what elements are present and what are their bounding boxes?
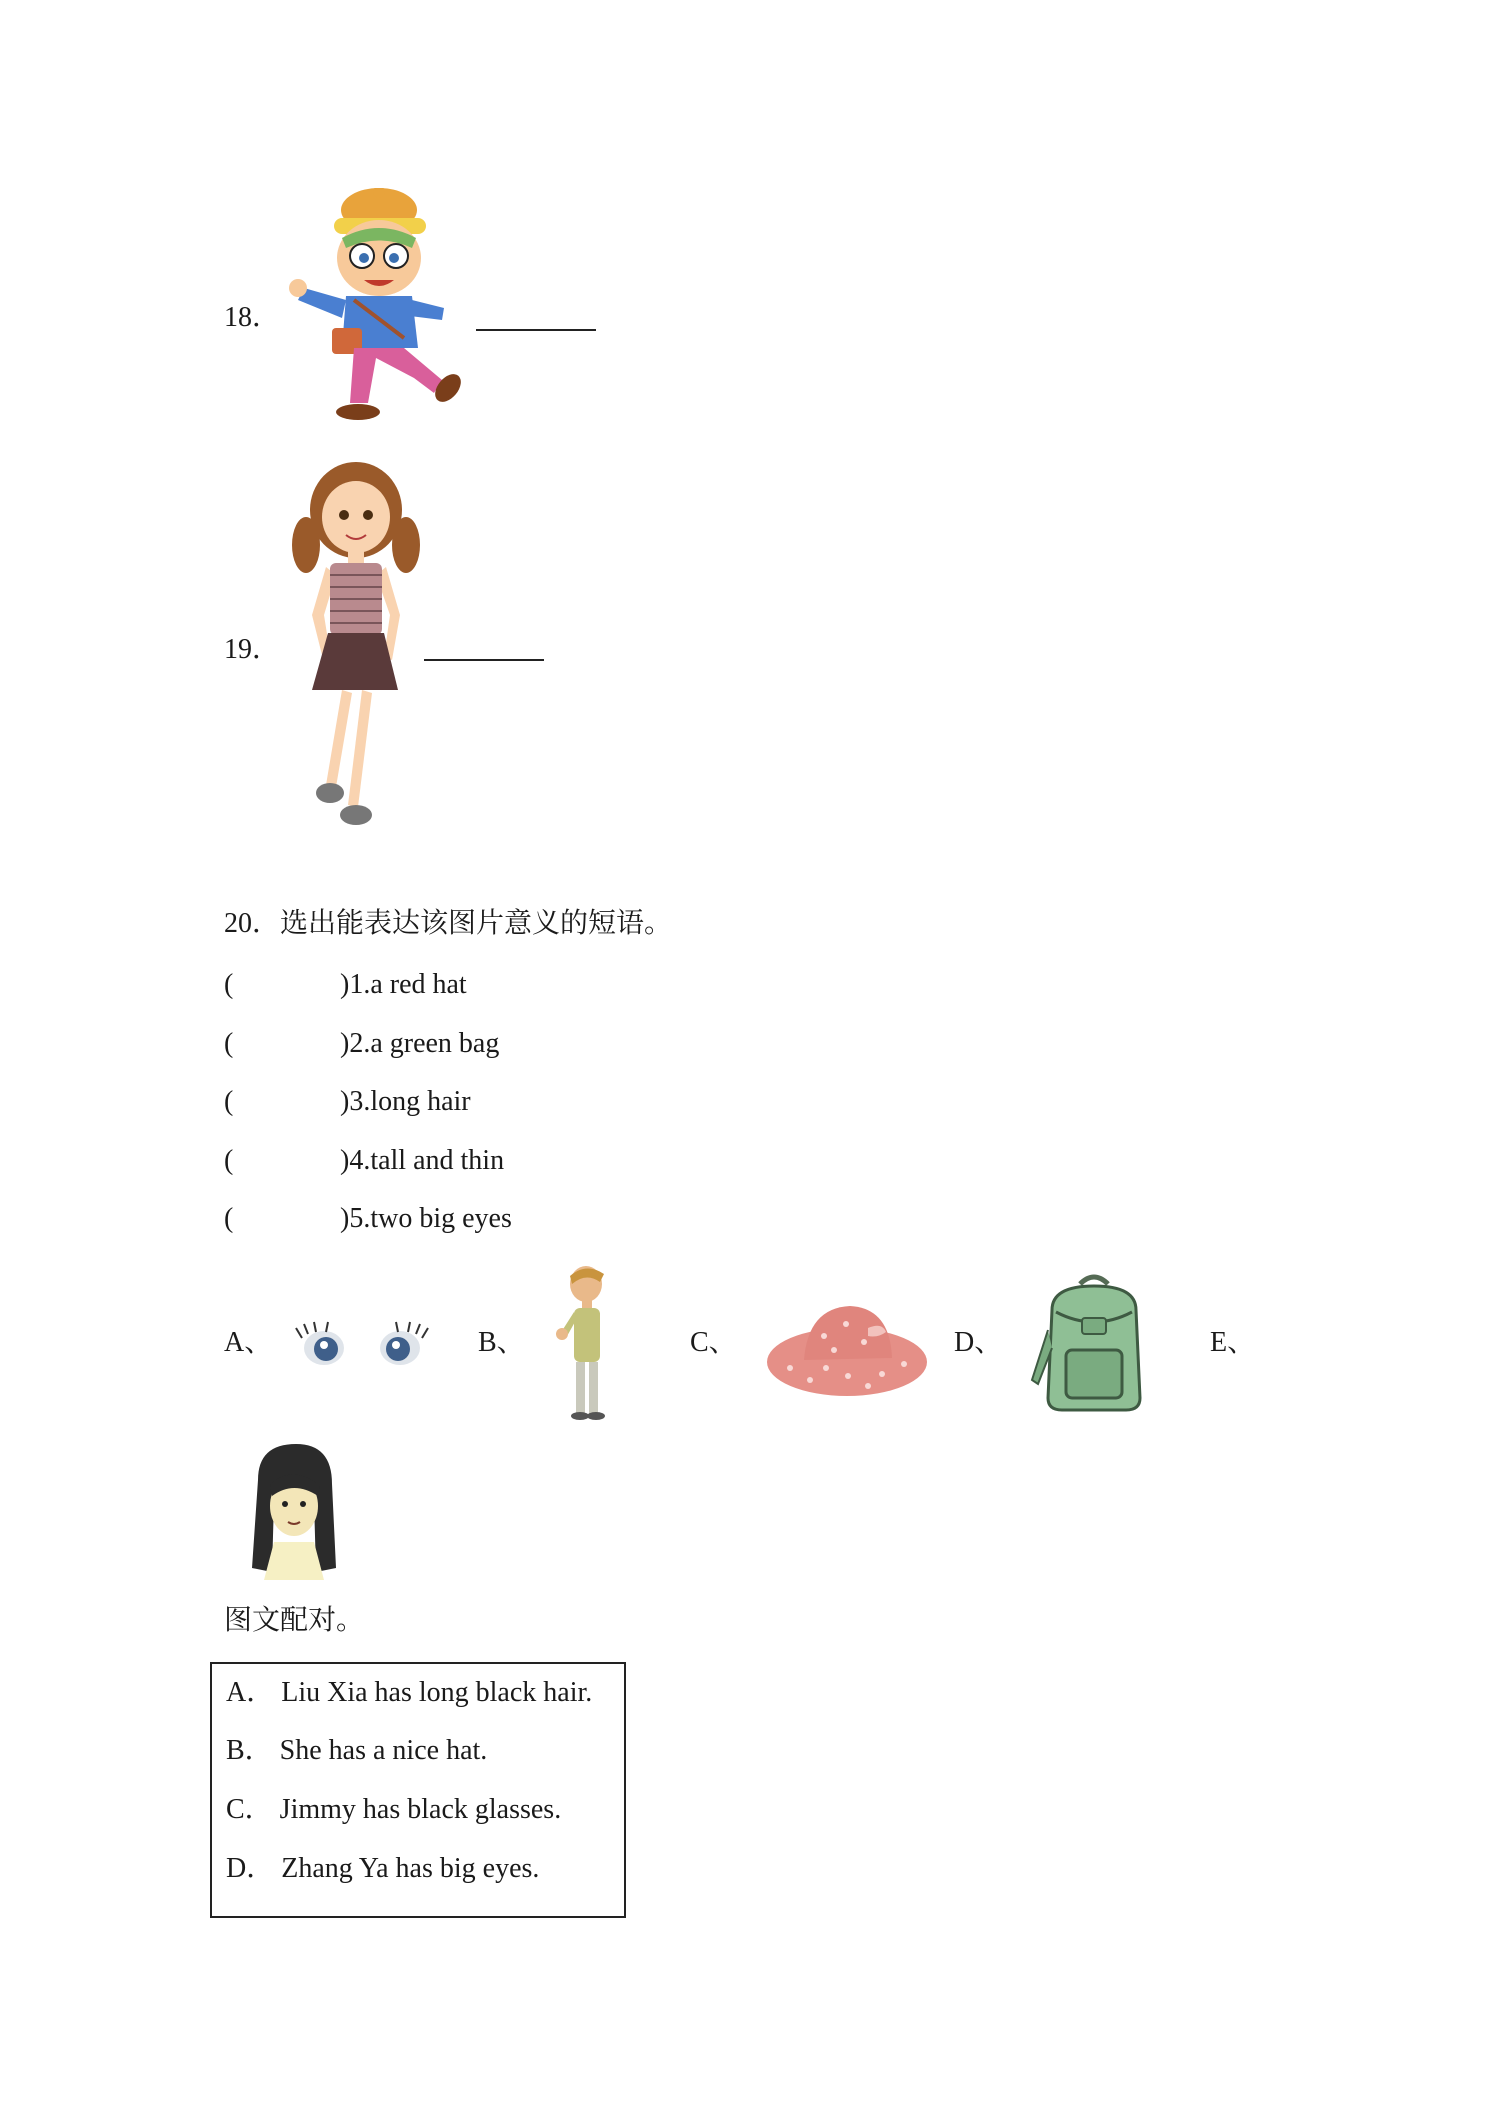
sentence-c: C． Jimmy has black glasses. xyxy=(226,1794,562,1825)
option-c-label: C、 xyxy=(690,1327,737,1358)
sentence-d: D． Zhang Ya has big eyes. xyxy=(226,1853,540,1884)
eyes-picture xyxy=(288,1318,438,1374)
matching-title: 图文配对。 xyxy=(224,1605,365,1636)
q20-item-1: )1.a red hat xyxy=(340,969,467,1000)
option-e-label: E、 xyxy=(1210,1327,1256,1358)
q20-item-4: )4.tall and thin xyxy=(340,1145,505,1176)
q20-item-5: )5.two big eyes xyxy=(340,1203,512,1234)
green-bag-picture xyxy=(1022,1270,1166,1416)
q19-number: 19． xyxy=(224,634,281,665)
q18-answer-blank[interactable] xyxy=(476,329,596,331)
q20-item-1-paren: ( xyxy=(224,969,234,1000)
tall-thin-man-picture xyxy=(550,1262,622,1422)
option-b-label: B、 xyxy=(478,1327,525,1358)
sentence-b: B． She has a nice hat. xyxy=(226,1735,488,1766)
boy-with-hat-picture xyxy=(284,188,484,443)
q20-item-5-paren: ( xyxy=(224,1203,234,1234)
q18-number: 18． xyxy=(224,302,281,333)
option-d-label: D、 xyxy=(954,1327,1003,1358)
girl-picture xyxy=(286,455,426,835)
q19-answer-blank[interactable] xyxy=(424,659,544,661)
long-hair-girl-picture xyxy=(244,1440,344,1582)
q20-item-4-paren: ( xyxy=(224,1145,234,1176)
q20-item-2: )2.a green bag xyxy=(340,1028,500,1059)
q20-item-2-paren: ( xyxy=(224,1028,234,1059)
q20-item-3-paren: ( xyxy=(224,1086,234,1117)
q20-item-3: )3.long hair xyxy=(340,1086,471,1117)
sentence-a: A． Liu Xia has long black hair. xyxy=(226,1677,593,1708)
q20-title: 20．选出能表达该图片意义的短语。 xyxy=(224,908,673,939)
option-a-label: A、 xyxy=(224,1327,273,1358)
red-hat-picture xyxy=(764,1296,930,1400)
